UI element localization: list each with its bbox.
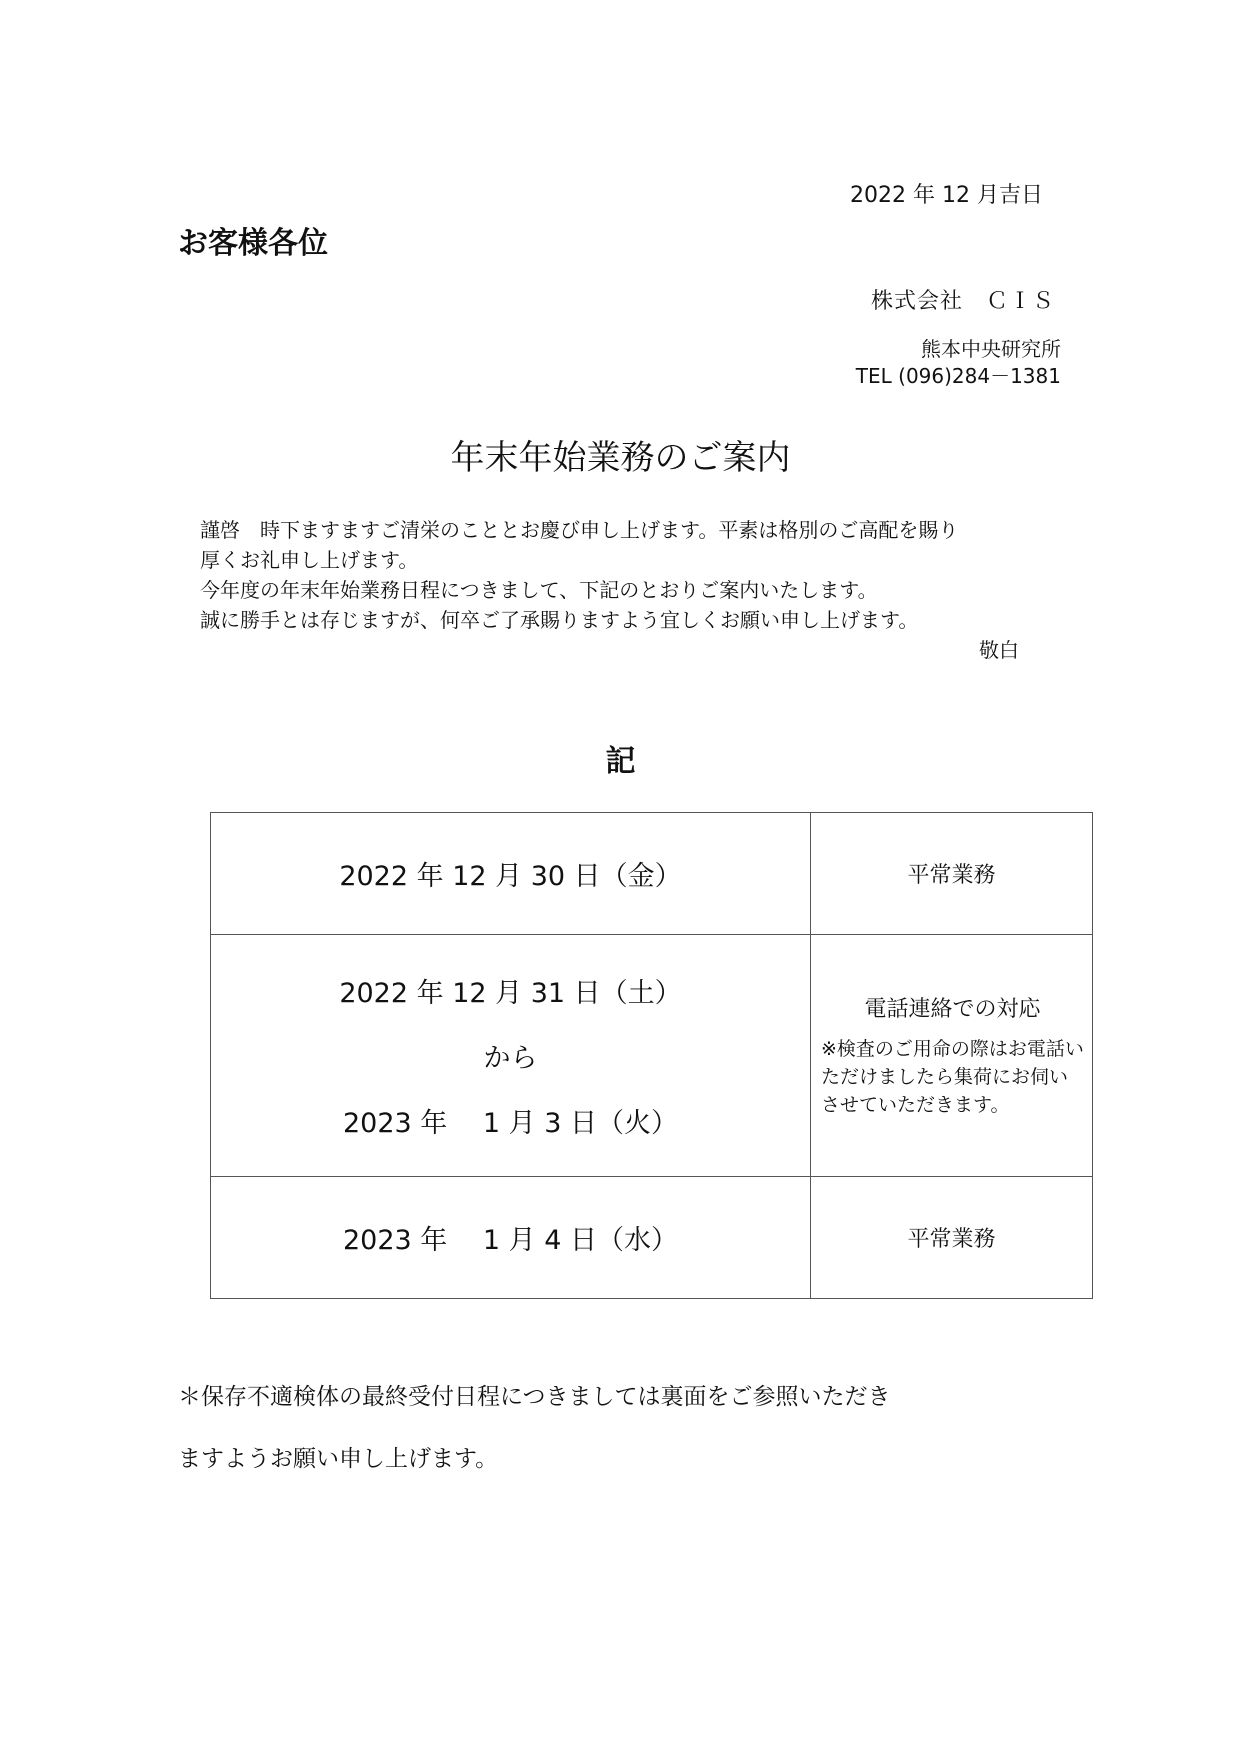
schedule-table <box>210 812 1093 1299</box>
table-row <box>211 813 1093 935</box>
status-cell <box>811 935 1093 1177</box>
body-line: 今年度の年末年始業務日程につきまして、下記のとおりご案内いたします。 <box>200 578 878 602</box>
status-text: 電話連絡での対応 <box>864 997 1041 1022</box>
date-connector: から <box>483 1043 538 1074</box>
footnote-line: ＊保存不適検体の最終受付日程につきましては裏面をご参照いただき <box>178 1384 891 1410</box>
body-line: 誠に勝手とは存じますが、何卒ご了承賜りますよう宜しくお願い申し上げます。 <box>200 608 919 632</box>
recipient: お客様各位 <box>178 226 328 261</box>
status-cell <box>811 1177 1093 1299</box>
date-cell <box>211 935 811 1177</box>
status-text: 平常業務 <box>907 863 996 888</box>
footnote-line: ますようお願い申し上げます。 <box>178 1446 499 1472</box>
closing-word: 敬白 <box>979 638 1019 662</box>
body-line: 厚くお礼申し上げます。 <box>200 548 419 572</box>
date-text: 2023 年 1 月 4 日（水） <box>343 1225 678 1256</box>
date-text: 2022 年 12 月 30 日（金） <box>339 861 682 892</box>
letter-date: 2022 年 12 月吉日 <box>850 183 1043 208</box>
date-to: 2023 年 1 月 3 日（火） <box>343 1108 678 1139</box>
status-text: 平常業務 <box>907 1227 996 1252</box>
status-cell <box>811 813 1093 935</box>
sender-branch: 熊本中央研究所 <box>921 337 1061 361</box>
sender-company: 株式会社 ＣＩＳ <box>870 289 1055 314</box>
sender-tel: TEL (096)284－1381 <box>855 364 1061 388</box>
table-row <box>211 1177 1093 1299</box>
document-title: 年末年始業務のご案内 <box>450 438 791 478</box>
body-line: 謹啓 時下ますますご清栄のこととお慶び申し上げます。平素は格別のご高配を賜り <box>200 518 959 542</box>
status-note: ※検査のご用命の際はお電話いただけましたら集荷にお伺いさせていただきます。 <box>821 1038 1084 1116</box>
date-from: 2022 年 12 月 31 日（土） <box>339 978 682 1009</box>
ki-heading: 記 <box>605 744 636 779</box>
date-cell <box>211 1177 811 1299</box>
date-cell <box>211 813 811 935</box>
table-row <box>211 935 1093 1177</box>
